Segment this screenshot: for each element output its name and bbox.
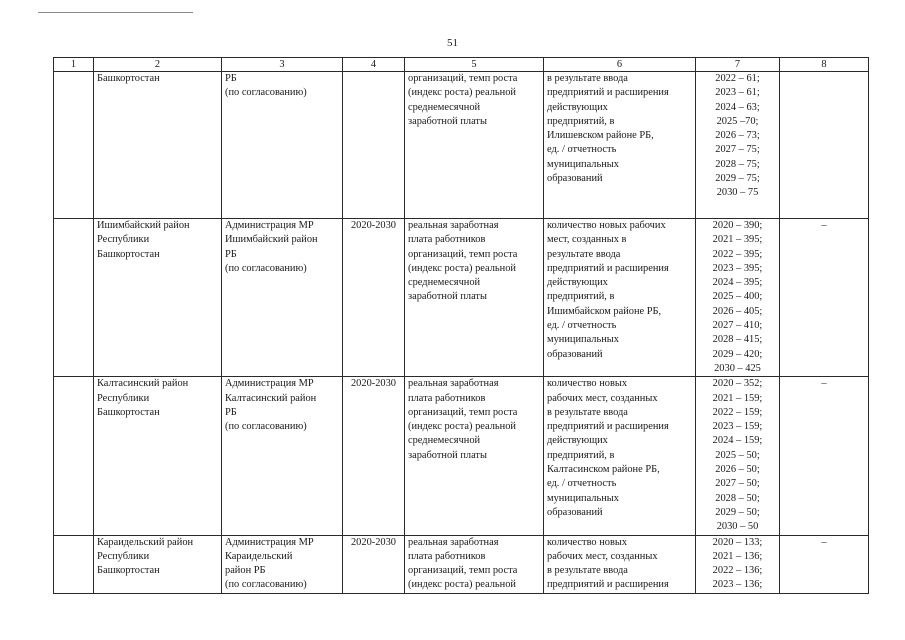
indicator-cell: реальная заработная плата работников организаций, темп роста (индекс роста) реальной среднемесячной заработной платы (405, 219, 544, 377)
values-cell: 2020 – 133; 2021 – 136; 2022 – 136; 2023 – 136; (696, 535, 780, 593)
indicator-cell: организаций, темп роста (индекс роста) реальной среднемесячной заработной платы (405, 72, 544, 219)
column-header: 7 (696, 58, 780, 72)
note-cell: – (780, 535, 869, 593)
values-cell: 2020 – 352; 2021 – 159; 2022 – 159; 2023 – 159; 2024 – 159; 2025 – 50; 2026 – 50; 2027 – 50; 2028 – 50; 2029 – 50; 2030 – 50 (696, 377, 780, 535)
table-row (54, 219, 869, 377)
measure-cell: количество новых рабочих мест, созданных в результате ввода предприятий и расширения (544, 535, 696, 593)
period-cell: 2020-2030 (343, 219, 405, 377)
responsible-cell: Администрация МР Караидельский район РБ (по согласованию) (222, 535, 343, 593)
header-rule (38, 12, 193, 13)
territory-cell: Ишимбайский район Республики Башкортостан (94, 219, 222, 377)
responsible-cell: Администрация МР Ишимбайский район РБ (по согласованию) (222, 219, 343, 377)
territory-cell: Калтасинский район Республики Башкортостан (94, 377, 222, 535)
period-cell (343, 72, 405, 219)
note-cell (780, 72, 869, 219)
row-number-cell (54, 377, 94, 535)
measure-cell: количество новых рабочих мест, созданных в результате ввода предприятий и расширения действующих предприятий, в Ишимбайском районе РБ, ед. / отчетность муниципальных образований (544, 219, 696, 377)
page-number: 51 (447, 37, 458, 49)
program-table (53, 57, 869, 594)
row-number-cell (54, 535, 94, 593)
column-header: 8 (780, 58, 869, 72)
column-header: 2 (94, 58, 222, 72)
table-row (54, 72, 869, 219)
values-cell: 2020 – 390; 2021 – 395; 2022 – 395; 2023 – 395; 2024 – 395; 2025 – 400; 2026 – 405; 2027 – 410; 2028 – 415; 2029 – 420; 2030 – 425 (696, 219, 780, 377)
column-header: 5 (405, 58, 544, 72)
row-number-cell (54, 219, 94, 377)
territory-cell: Караидельский район Республики Башкортостан (94, 535, 222, 593)
period-cell: 2020-2030 (343, 377, 405, 535)
column-header: 3 (222, 58, 343, 72)
column-number-row (54, 58, 869, 72)
measure-cell: в результате ввода предприятий и расширения действующих предприятий, в Илишевском районе РБ, ед. / отчетность муниципальных образований (544, 72, 696, 219)
column-header: 1 (54, 58, 94, 72)
indicator-cell: реальная заработная плата работников организаций, темп роста (индекс роста) реальной (405, 535, 544, 593)
indicator-cell: реальная заработная плата работников организаций, темп роста (индекс роста) реальной среднемесячной заработной платы (405, 377, 544, 535)
table-row (54, 535, 869, 593)
column-header: 6 (544, 58, 696, 72)
note-cell: – (780, 377, 869, 535)
responsible-cell: РБ (по согласованию) (222, 72, 343, 219)
note-cell: – (780, 219, 869, 377)
row-number-cell (54, 72, 94, 219)
values-cell: 2022 – 61; 2023 – 61; 2024 – 63; 2025 –70; 2026 – 73; 2027 – 75; 2028 – 75; 2029 – 75; 2030 – 75 (696, 72, 780, 219)
table-row (54, 377, 869, 535)
territory-cell: Башкортостан (94, 72, 222, 219)
responsible-cell: Администрация МР Калтасинский район РБ (по согласованию) (222, 377, 343, 535)
period-cell: 2020-2030 (343, 535, 405, 593)
column-header: 4 (343, 58, 405, 72)
measure-cell: количество новых рабочих мест, созданных в результате ввода предприятий и расширения действующих предприятий, в Калтасинском районе РБ, ед. / отчетность муниципальных образований (544, 377, 696, 535)
